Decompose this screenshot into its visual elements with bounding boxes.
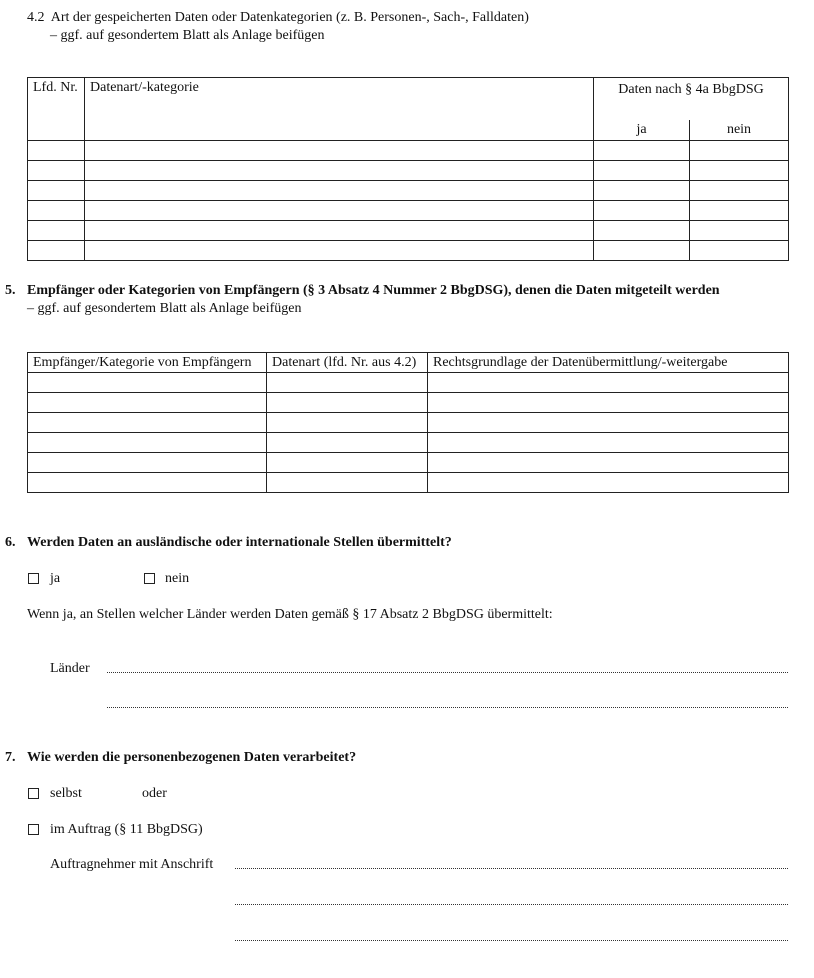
table-row[interactable] [28,140,789,160]
laender-line-2[interactable] [107,707,788,708]
col-header-ja: ja [594,120,690,141]
contractor-line-2[interactable] [235,904,788,905]
table-row[interactable] [28,180,789,200]
checkbox-selbst-label: selbst [50,786,82,801]
checkbox-im-auftrag[interactable] [28,824,39,835]
table-row[interactable] [28,453,789,473]
section-5-number: 5. [5,283,16,298]
laender-line-1[interactable] [107,672,788,673]
col-header-nein: nein [690,120,789,141]
table-row[interactable] [28,160,789,180]
col-header-datenart: Datenart/-kategorie [85,78,594,141]
checkbox-nein[interactable] [144,573,155,584]
section-6-heading: Werden Daten an ausländische oder internationale Stellen übermittelt? [27,535,452,550]
section-5-note: – ggf. auf gesondertem Blatt als Anlage beifügen [27,301,302,316]
recipients-table [27,352,789,493]
table-row[interactable] [28,393,789,413]
contractor-line-1[interactable] [235,868,788,869]
checkbox-selbst[interactable] [28,788,39,799]
table-row[interactable] [28,473,789,493]
checkbox-nein-label: nein [165,571,190,586]
section-4-2-note: – ggf. auf gesondertem Blatt als Anlage beifügen [50,28,325,43]
col-header-datenart-nr: Datenart (lfd. Nr. aus 4.2) [267,353,428,373]
col-header-lfd-nr: Lfd. Nr. [28,78,85,141]
section-4-2-heading: 4.2 Art der gespeicherten Daten oder Datenkategorien (z. B. Personen-, Sach-, Falldaten) [27,10,529,25]
section-7-number: 7. [5,750,16,765]
section-5-heading: Empfänger oder Kategorien von Empfängern (§ 3 Absatz 4 Nummer 2 BbgDSG), denen die Daten mitgeteilt werden [27,283,720,298]
table-row[interactable] [28,413,789,433]
table-row[interactable] [28,433,789,453]
col-header-rechtsgrundlage: Rechtsgrundlage der Datenübermittlung/-weitergabe [428,353,789,373]
contractor-line-3[interactable] [235,940,788,941]
section-6-question: Wenn ja, an Stellen welcher Länder werden Daten gemäß § 17 Absatz 2 BbgDSG übermittelt: [27,607,553,622]
col-header-daten-nach-4a: Daten nach § 4a BbgDSG [594,78,789,120]
contractor-label: Auftragnehmer mit Anschrift [50,857,214,872]
checkbox-im-auftrag-label: im Auftrag (§ 11 BbgDSG) [50,822,203,837]
col-header-empfaenger: Empfänger/Kategorie von Empfängern [28,353,267,373]
table-row[interactable] [28,220,789,240]
section-6-number: 6. [5,535,16,550]
table-row[interactable] [28,240,789,260]
section-7-heading: Wie werden die personenbezogenen Daten verarbeitet? [27,750,357,765]
laender-label: Länder [50,661,90,676]
checkbox-ja-label: ja [50,571,61,586]
table-row[interactable] [28,373,789,393]
data-categories-table [27,77,789,261]
oder-text: oder [142,786,167,801]
checkbox-ja[interactable] [28,573,39,584]
table-row[interactable] [28,200,789,220]
